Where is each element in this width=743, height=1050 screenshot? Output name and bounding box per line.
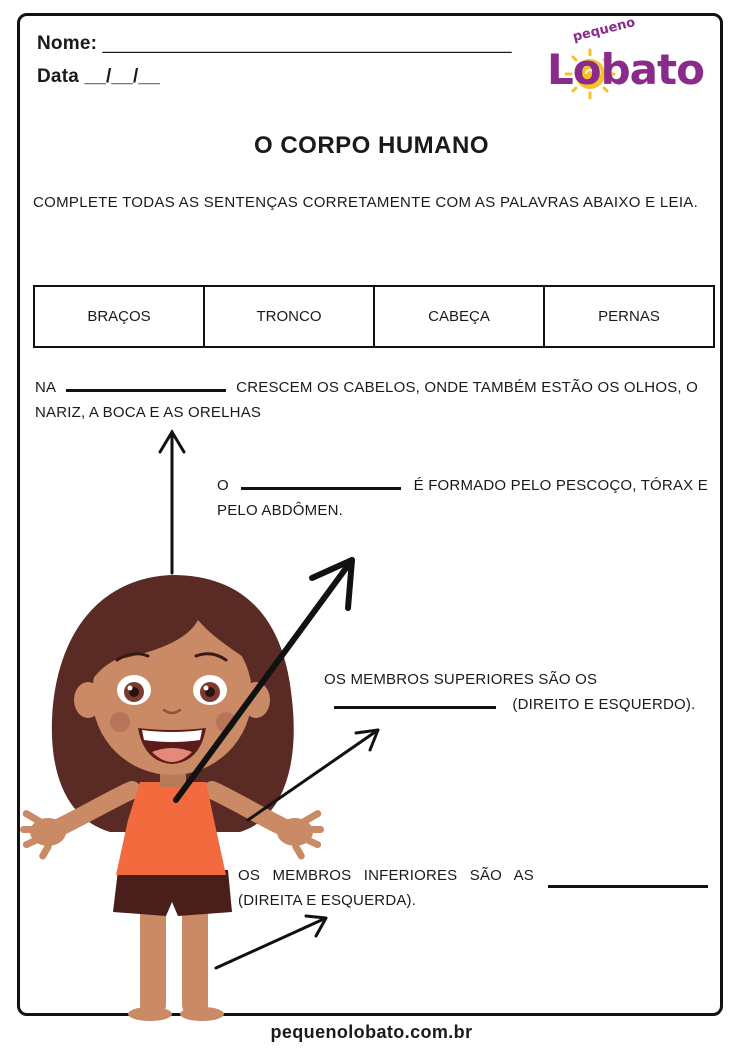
logo-big-text: Lobato	[547, 45, 704, 94]
word-cell: BRAÇOS	[35, 287, 205, 346]
answer-blank-legs[interactable]	[548, 873, 708, 888]
sentence-arms-before: OS MEMBROS SUPERIORES SÃO OS	[324, 671, 598, 688]
answer-blank-head[interactable]	[66, 377, 226, 392]
sentence-trunk-before: O	[217, 477, 229, 494]
word-cell: PERNAS	[598, 308, 660, 325]
logo-small-text: pequeno	[571, 15, 637, 46]
sentence-legs-after: (DIREITA E ESQUERDA).	[238, 892, 417, 909]
sentence-arms-after: (DIREITO E ESQUERDO).	[512, 696, 696, 713]
instructions-text: COMPLETE TODAS AS SENTENÇAS CORRETAMENTE COM AS PALAVRAS ABAIXO E LEIA.	[33, 194, 699, 211]
sentence-head-after: CRESCEM OS CABELOS, ONDE TAMBÉM ESTÃO OS OLHOS, O NARIZ, A BOCA E AS ORELHAS	[35, 379, 699, 421]
page-title: O CORPO HUMANO	[254, 132, 489, 159]
word-cell: TRONCO	[205, 287, 375, 346]
name-label: Nome:	[37, 33, 98, 54]
name-field[interactable]: ______________________________________	[102, 33, 512, 54]
name-row	[37, 33, 512, 55]
sentence-arms	[324, 667, 714, 717]
footer-website[interactable]: pequenolobato.com.br	[270, 1022, 473, 1042]
answer-blank-arms[interactable]	[334, 694, 496, 709]
answer-blank-trunk[interactable]	[241, 475, 401, 490]
sentence-legs-before: OS MEMBROS INFERIORES SÃO AS	[238, 867, 534, 884]
sentence-trunk-after: É FORMADO PELO PESCOÇO, TÓRAX E PELO ABDÔMEN.	[217, 477, 708, 519]
sentence-head-before: NA	[35, 379, 56, 396]
sentence-trunk	[217, 473, 711, 523]
sentence-legs	[238, 863, 714, 913]
sentence-head	[35, 375, 711, 425]
word-cell: CABEÇA	[375, 287, 545, 346]
pequeno-lobato-logo	[545, 15, 715, 104]
date-field[interactable]: Data __/__/__	[37, 66, 161, 87]
word-bank	[33, 285, 715, 348]
